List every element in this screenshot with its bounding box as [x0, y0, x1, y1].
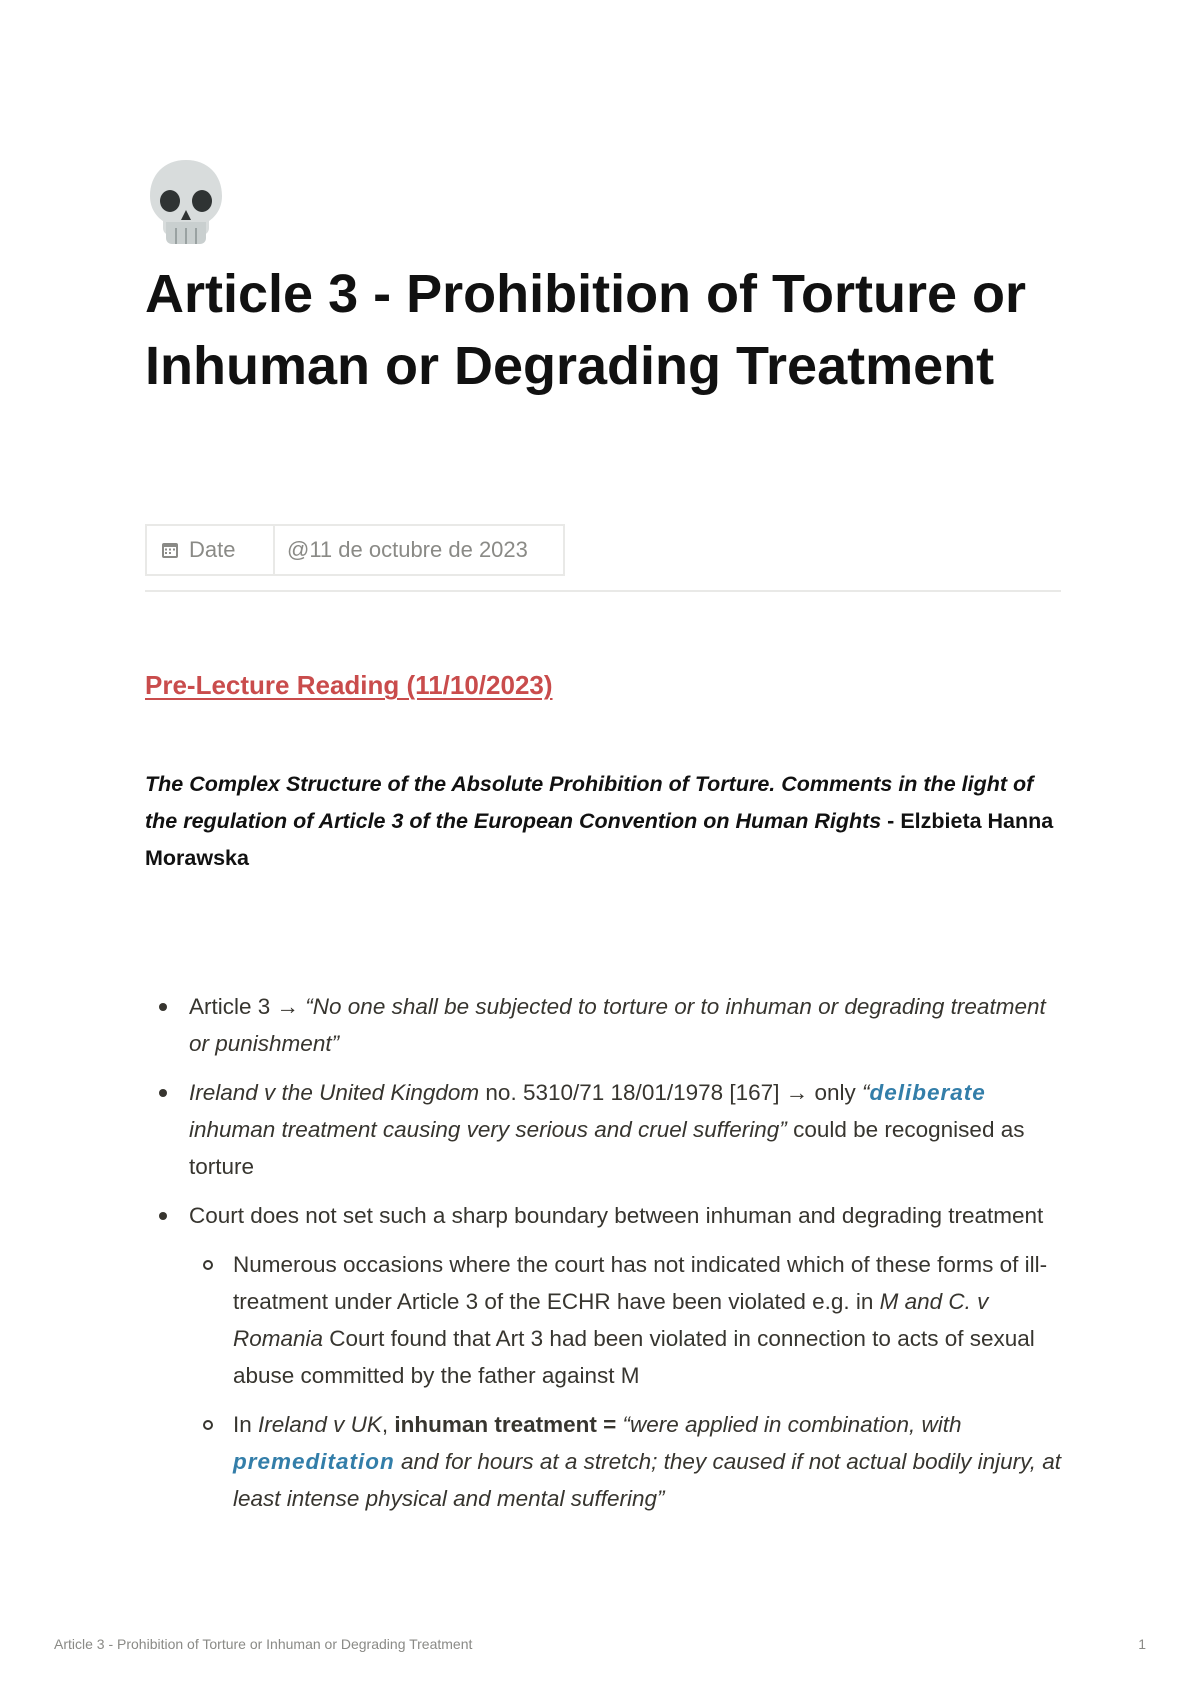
- comma: ,: [381, 1412, 395, 1437]
- in-prefix: In: [233, 1412, 259, 1437]
- date-property-label: Date: [189, 537, 236, 562]
- article-quote: “No one shall be subjected to torture or to inhuman or degrading treatment or punishment”: [189, 994, 1046, 1056]
- list-item: [145, 988, 1065, 1062]
- section-heading: Pre-Lecture Reading (11/10/2023): [145, 670, 553, 700]
- boundary-text: Court does not set such a sharp boundary between inhuman and degrading treatment: [189, 1203, 1044, 1228]
- sub-list: [189, 1246, 1065, 1517]
- list-item: [145, 1074, 1065, 1185]
- notes-list: [145, 988, 1065, 1529]
- highlight-deliberate: deliberate: [869, 1080, 986, 1105]
- highlight-premeditation: premeditation: [233, 1449, 395, 1474]
- reading-author: Elzbieta Hanna Morawska: [145, 809, 1054, 870]
- case-suffix: could be recognised as torture: [189, 1117, 1025, 1179]
- occasions-after: Court found that Art 3 had been violated in connection to acts of sexual abuse committed by the father against M: [233, 1326, 1035, 1388]
- quote-open: “: [861, 1080, 870, 1105]
- page-properties: [145, 524, 1061, 592]
- page-footer: [54, 1636, 1146, 1658]
- page-title: Article 3 - Prohibition of Torture or Inhuman or Degrading Treatment: [145, 264, 1027, 396]
- date-property-name: [147, 526, 275, 574]
- sub-list-item: [189, 1246, 1065, 1394]
- page-number: 1: [1138, 1636, 1146, 1652]
- sub-list-item: [189, 1406, 1065, 1517]
- reading-separator: -: [881, 809, 901, 833]
- date-property-value[interactable]: @11 de octubre de 2023: [287, 537, 528, 562]
- article-prefix: Article 3 →: [189, 994, 306, 1019]
- case-name: M and C. v Romania: [233, 1289, 989, 1351]
- reading-title: The Complex Structure of the Absolute Prohibition of Torture. Comments in the light of the regulation of Article 3 of the European Convention on Human Rights: [145, 772, 1034, 833]
- inhuman-treatment-term: inhuman treatment =: [394, 1412, 617, 1437]
- quote-start: “were applied in combination, with: [622, 1412, 962, 1437]
- case-quote: inhuman treatment causing very serious and cruel suffering”: [189, 1117, 787, 1142]
- reading-reference: [145, 766, 1065, 877]
- case-name: Ireland v the United Kingdom: [189, 1080, 480, 1105]
- skull-icon: [144, 156, 228, 246]
- case-reference: no. 5310/71 18/01/1978 [167] → only: [479, 1080, 862, 1105]
- date-property[interactable]: [145, 524, 565, 576]
- list-item: [145, 1197, 1065, 1517]
- footer-title: Article 3 - Prohibition of Torture or Inhuman or Degrading Treatment: [54, 1636, 473, 1652]
- calendar-icon: [161, 541, 179, 559]
- case-name: Ireland v UK: [258, 1412, 382, 1437]
- occasions-text: Numerous occasions where the court has not indicated which of these forms of ill-treatment under Article 3 of the ECHR have been violated e.g. in: [233, 1252, 1048, 1314]
- quote-end: and for hours at a stretch; they caused if not actual bodily injury, at least intense physical and mental suffering”: [233, 1449, 1061, 1511]
